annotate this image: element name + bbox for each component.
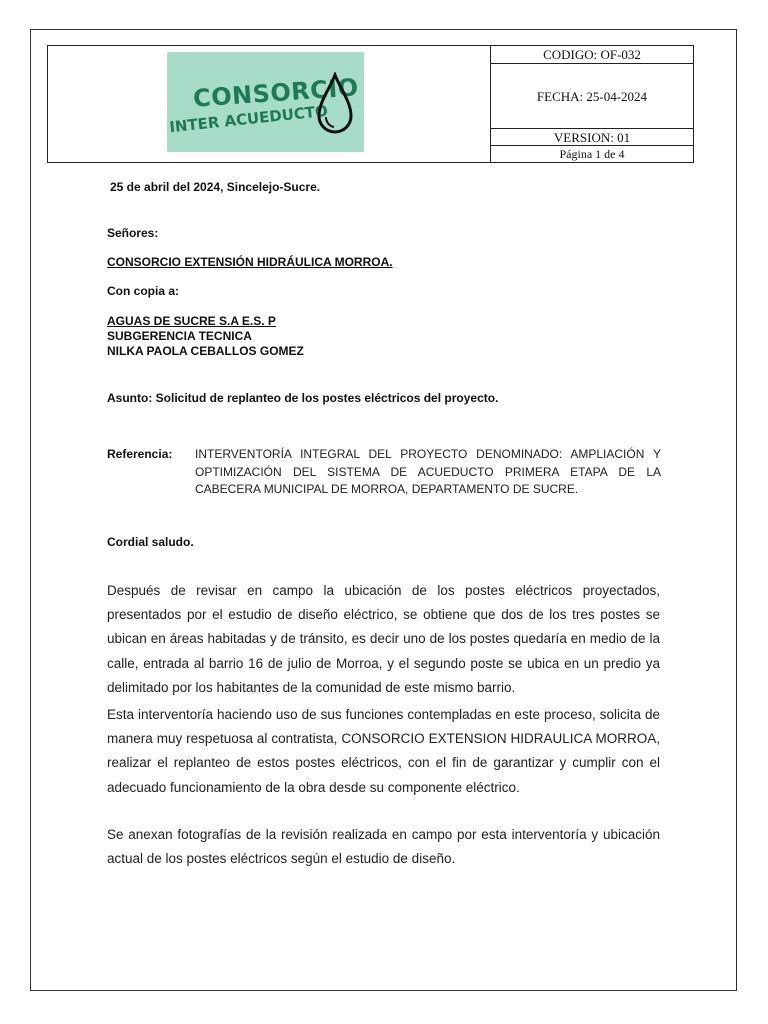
copy-person: NILKA PAOLA CEBALLOS GOMEZ: [107, 344, 304, 358]
letter-subject: Asunto: Solicitud de replanteo de los postes eléctricos del proyecto.: [107, 391, 499, 405]
copy-department: SUBGERENCIA TECNICA: [107, 329, 252, 343]
company-logo: [167, 52, 364, 152]
logo-text-consorcio: CONSORCIO: [192, 73, 360, 113]
body-paragraph-2: Esta interventoría haciendo uso de sus funciones contempladas en este proceso, solicita de manera muy respetuosa al contratista, CONSORCIO EXTENSION HIDRAULICA MORROA, realizar el replanteo de estos postes eléctricos, con el fin de garantizar y cumplir con el adecuado funcionamiento de la obra desde su componente eléctrico.: [107, 707, 660, 795]
document-date: FECHA: 25-04-2024: [491, 64, 693, 129]
logo-cell: [48, 46, 491, 162]
logo-text-inter-acueducto: INTER ACUEDUCTO: [168, 101, 329, 137]
copy-label: Con copia a:: [107, 284, 180, 298]
reference-text: INTERVENTORÍA INTEGRAL DEL PROYECTO DENOMINADO: AMPLIACIÓN Y OPTIMIZACIÓN DEL SISTEMA DE ACUEDUCTO PRIMERA ETAPA DE LA CABECERA MUNICIPAL DE MORROA, DEPARTAMENTO DE SUCRE.: [195, 447, 661, 496]
salutation-label: Señores:: [107, 226, 159, 240]
greeting: Cordial saludo.: [107, 535, 194, 549]
body-paragraph-1: Después de revisar en campo la ubicación de los postes eléctricos proyectados, presentados por el estudio de diseño eléctrico, se obtiene que dos de los tres postes se ubican en áreas habitadas y de tránsito, es decir uno de los postes quedaría en medio de la calle, entrada al barrio 16 de julio de Morroa, y el segundo poste se ubica en un predio ya delimitado por los habitantes de la comunidad de este mismo barrio.: [107, 583, 660, 695]
document-version: VERSION: 01: [491, 129, 693, 146]
reference-label: Referencia:: [107, 447, 173, 461]
copy-organization: AGUAS DE SUCRE S.A E.S. P: [107, 314, 276, 328]
page-number: Página 1 de 4: [559, 147, 625, 161]
body-paragraph-3: Se anexan fotografías de la revisión realizada en campo por esta interventoría y ubicación actual de los postes eléctricos según el estudio de diseño.: [107, 827, 660, 867]
water-drop-icon: [315, 72, 355, 136]
document-header: [47, 45, 694, 163]
document-code: CODIGO: OF-032: [491, 46, 693, 64]
letter-date-place: 25 de abril del 2024, Sincelejo-Sucre.: [110, 180, 321, 194]
recipient-name: CONSORCIO EXTENSIÓN HIDRÁULICA MORROA.: [107, 255, 393, 269]
